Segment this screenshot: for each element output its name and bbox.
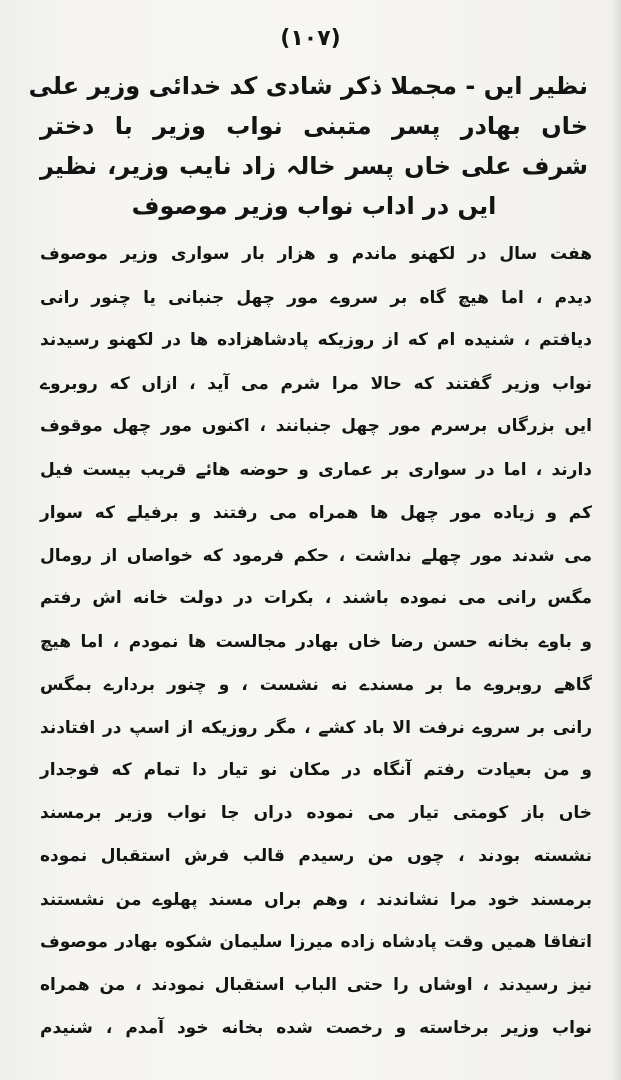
page-number: (۱۰۷): [280, 26, 341, 51]
body-line: نواب وزیر گفتند که حالا مرا شرم می آید ، ازاں که روبروے: [40, 374, 592, 394]
body-line: اتفاقا همیں وقت پادشاه زاده میرزا سلیمان شکوه بهادر موصوف: [40, 932, 592, 952]
body-line: دیافتم ، شنیده ام که از روزیکه پادشاهزاده ها در لکهنو رسیدند: [40, 330, 592, 350]
body-line: هفت سال در لکهنو ماندم و هزار بار سواری وزیر موصوف: [40, 244, 592, 264]
heading-line: شرف علی خاں پسر خالہ زاد نایب وزیر، نظیر: [40, 152, 588, 180]
body-line: گاهے روبروے ما بر مسندے نه نشست ، و چنور بردارے بمگس: [40, 675, 592, 695]
body-line: و من بعیادت رفتم آنگاه در مکان نو تیار دا تمام که فوجدار: [40, 760, 592, 780]
page-edge-shadow: [611, 0, 621, 1080]
body-line: کم و زیاده مور چهل ها همراه می رفتند و برفیلے که سوار: [40, 503, 592, 523]
body-line: خاں باز کومتی تیار می نموده دراں جا نواب وزیر برمسند: [40, 803, 592, 823]
body-line: نشسته بودند ، چوں من رسیدم قالب فرش استقبال نموده: [40, 846, 592, 866]
body-line: نیز رسیدند ، اوشاں را حتی الباب استقبال نمودند ، من همراه: [40, 975, 592, 995]
body-line: نواب وزیر برخاسته و رخصت شده بخانه خود آمدم ، شنیدم: [40, 1018, 592, 1038]
body-line: مگس رانی می نموده باشند ، بکرات در دولت خانه اش رفتم: [40, 588, 592, 608]
heading-line: نظیر ایں - مجملا ذکر شادی کد خدائی وزیر علی: [28, 72, 588, 100]
body-line: می شدند مور چهلے نداشت ، حکم فرمود که خواصاں از رومال: [40, 546, 592, 566]
heading-line: ایں در اداب نواب وزیر موصوف: [131, 192, 497, 220]
body-line: برمسند خود مرا نشاندند ، وهم براں مسند پهلوے من نشستند: [40, 890, 592, 910]
body-line: ایں بزرگاں برسرم مور چهل جنبانند ، اکنوں مور چهل موقوف: [40, 416, 592, 436]
body-line: دارند ، اما در سواری بر عماری و حوضه هائے قریب بیست فیل: [40, 460, 592, 480]
body-line: دیدم ، اما هیچ گاه بر سروے مور چهل جنبانی یا چنور رانی: [40, 288, 592, 308]
body-line: رانی بر سروے نرفت الا باد کشے ، مگر روزیکه از اسپ در افتادند: [40, 718, 592, 738]
body-line: و باوے بخانه حسن رضا خاں بهادر مجالست ها نمودم ، اما هیچ: [40, 632, 592, 652]
heading-line: خاں بهادر پسر متبنی نواب وزیر با دختر: [40, 112, 588, 140]
